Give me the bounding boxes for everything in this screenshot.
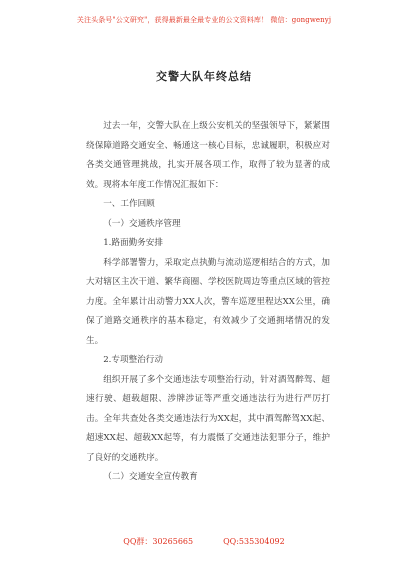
item-heading-campaign: 2.专项整治行动 (103, 355, 163, 365)
document-title: 交警大队年终总结 (156, 70, 252, 83)
header-note: 关注头条号"公文研究"，获得最新最全最专业的公文资料库！ 微信：gongwenyj (76, 16, 332, 24)
footer-contact (0, 536, 408, 547)
document-body (86, 117, 330, 488)
patrol-paragraph: 科学部署警力，采取定点执勤与流动巡逻相结合的方式，加大对辖区主次干道、繁华商圈、学校医院周边等重点区域的管控力度。全年累计出动警力XX人次，警车巡逻里程达XX公里，确保了道路交通秩序的基本稳定，有效减少了交通拥堵情况的发生。 (86, 257, 330, 346)
subsection-heading-order: （一）交通秩序管理 (103, 218, 181, 229)
subsection-heading-education: （二）交通安全宣传教育 (103, 472, 198, 482)
campaign-paragraph: 组织开展了多个交通违法专项整治行动，针对酒驾醉驾、超速行驶、超载超限、涉牌涉证等严重交通违法行为进行严厉打击。全年共查处各类交通违法行为XX起，其中酒驾醉驾XX起、超速XX起、超载XX起等，有力震慑了交通违法犯罪分子，维护了良好的交通秩序。 (86, 374, 330, 463)
footer-qq-group: QQ群：30265665 (123, 537, 194, 546)
footer-qq-number: QQ:535304092 (223, 537, 285, 546)
intro-paragraph: 过去一年，交警大队在上级公安机关的坚强领导下，紧紧围绕保障道路交通安全、畅通这一核心目标，忠诚履职，积极应对各类交通管理挑战，扎实开展各项工作，取得了较为显著的成效。现将本年度工作情况汇报如下： (86, 121, 330, 190)
item-heading-patrol: 1.路面勤务安排 (103, 238, 163, 248)
section-heading-review: 一、工作回顾 (103, 199, 155, 209)
